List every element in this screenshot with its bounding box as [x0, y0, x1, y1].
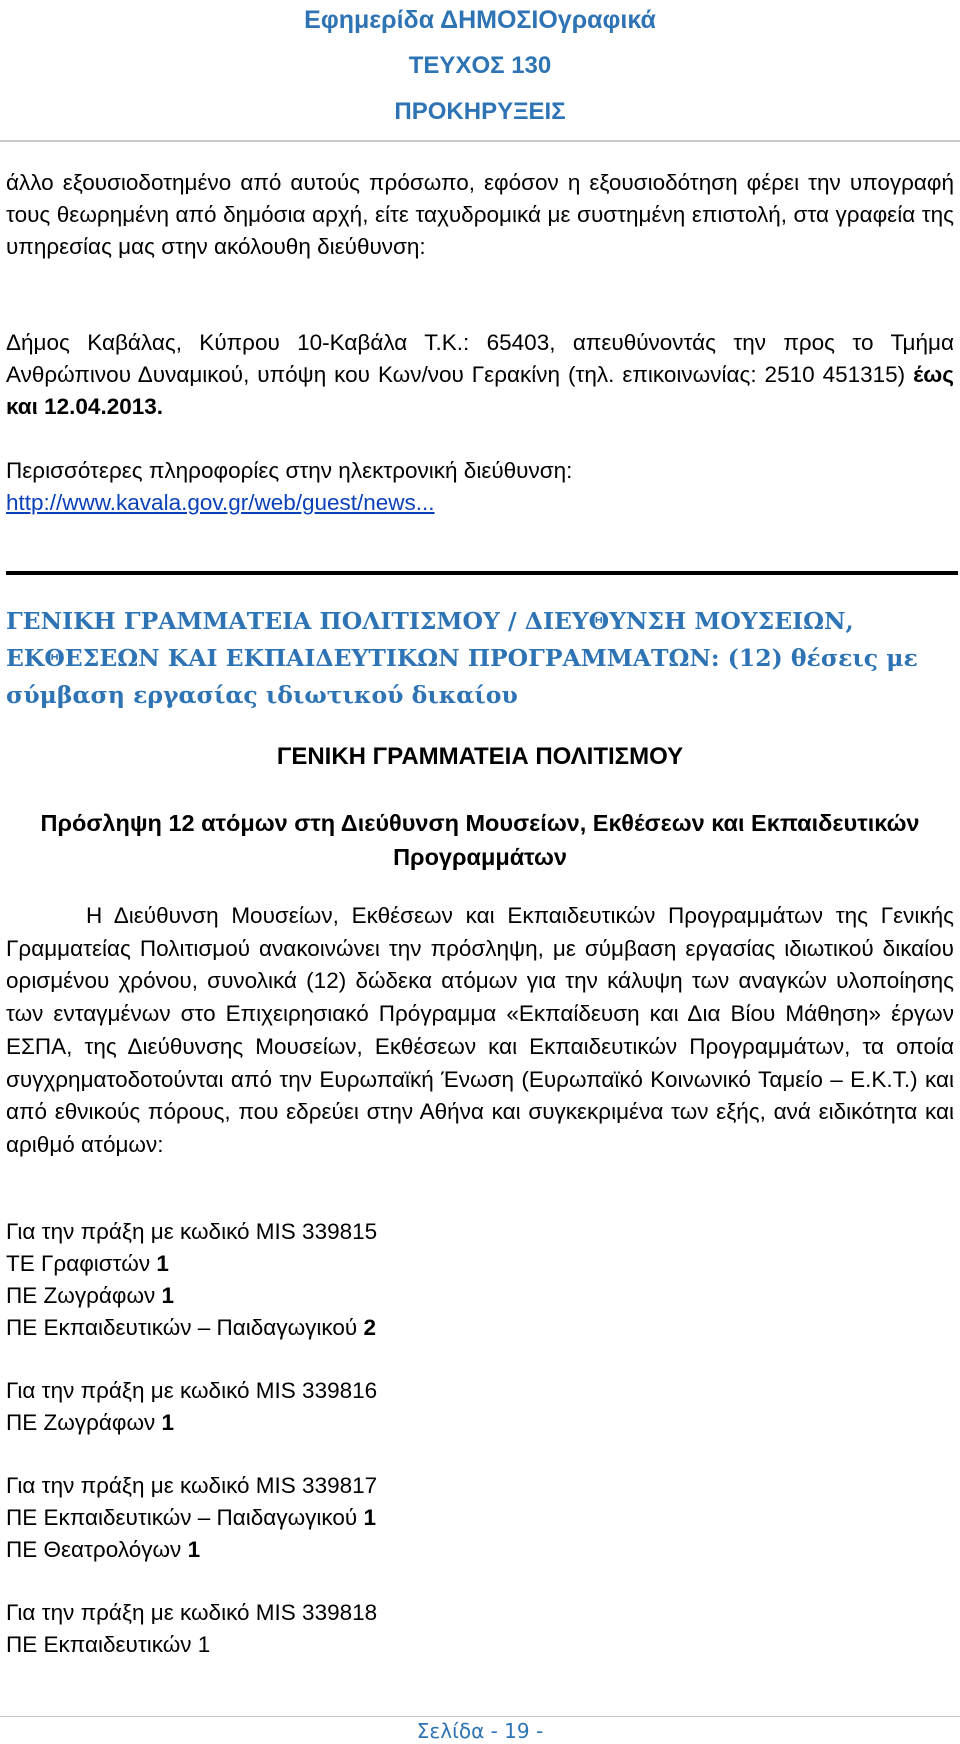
position-count: 1: [161, 1410, 175, 1435]
info-text: Περισσότερες πληροφορίες στην ηλεκτρονική διεύθυνση:: [6, 458, 573, 483]
position-count: 1: [156, 1251, 169, 1276]
position-label: ΠΕ Ζωγράφων: [6, 1283, 162, 1308]
organization-title: ΓΕΝΙΚΗ ΓΡΑΜΜΑΤΕΙΑ ΠΟΛΙΤΙΣΜΟΥ: [276, 743, 684, 770]
announcement-subtitle: Πρόσληψη 12 ατόμων στη Διεύθυνση Μουσείων, Εκθέσεων και Εκπαιδευτικών Προγραμμάτων: [40, 810, 920, 870]
position-item: [6, 1502, 954, 1534]
mis-group-2: [6, 1375, 954, 1439]
mis-code: Για την πράξη με κωδικό MIS 339818: [6, 1600, 378, 1625]
address-paragraph: [6, 327, 954, 423]
section-title: ΠΡΟΚΗΡΥΞΕΙΣ: [394, 98, 566, 125]
announcement-body: [6, 900, 954, 1162]
position-count: 2: [363, 1315, 376, 1340]
position-count: 1: [187, 1537, 201, 1562]
announcement-heading: ΓΕΝΙΚΗ ΓΡΑΜΜΑΤΕΙΑ ΠΟΛΙΤΙΣΜΟΥ / ΔΙΕΥΘΥΝΣΗ ΜΟΥΣΕΙΩΝ, ΕΚΘΕΣΕΩΝ ΚΑΙ ΕΚΠΑΙΔΕΥΤΙΚΩΝ ΠΡΟΓΡΑΜΜΑΤΩΝ: (12) θέσεις με σύμβαση εργασίας ιδιωτικού δικαίου: [6, 607, 918, 709]
address-text: Δήμος Καβάλας, Κύπρου 10-Καβάλα Τ.Κ.: 65403, απευθύνοντάς την προς το Τμήμα Ανθρώπινου Δυναμικού, υπόψη κου Κων/νου Γερακίνη (τηλ. επικοινωνίας: 2510 451315): [6, 330, 954, 387]
header-divider: [0, 140, 960, 142]
section-divider: [6, 571, 958, 575]
position-item: [6, 1312, 954, 1344]
position-label: ΠΕ Θεατρολόγων: [6, 1537, 188, 1562]
position-label: ΠΕ Εκπαιδευτικών 1: [6, 1632, 211, 1657]
mis-code: Για την πράξη με κωδικό MIS 339816: [6, 1378, 378, 1403]
position-item: [6, 1248, 954, 1280]
position-count: 1: [161, 1283, 175, 1308]
mis-code: Για την πράξη με κωδικό MIS 339817: [6, 1473, 378, 1498]
news-link[interactable]: http://www.kavala.gov.gr/web/guest/news...: [6, 490, 435, 515]
position-item: [6, 1629, 954, 1661]
position-item: [6, 1534, 954, 1566]
position-label: ΠΕ Εκπαιδευτικών – Παιδαγωγικού: [6, 1505, 364, 1530]
issue-number: ΤΕΥΧΟΣ 130: [408, 52, 552, 79]
publication-title: Εφημερίδα ΔΗΜΟΣΙΟγραφικά: [304, 6, 656, 34]
position-count: 1: [363, 1505, 376, 1530]
deadline-text: έως και 12.04.2013.: [6, 362, 954, 419]
info-paragraph: [6, 455, 954, 519]
page-number: Σελίδα - 19 -: [416, 1719, 544, 1743]
mis-group-4: [6, 1597, 954, 1661]
mis-group-1: [6, 1216, 954, 1344]
position-label: ΠΕ Εκπαιδευτικών – Παιδαγωγικού: [6, 1315, 364, 1340]
mis-group-3: [6, 1470, 954, 1566]
position-label: ΠΕ Ζωγράφων: [6, 1410, 162, 1435]
footer-divider: [0, 1716, 960, 1717]
position-item: [6, 1280, 954, 1312]
intro-paragraph: άλλο εξουσιοδοτημένο από αυτούς πρόσωπο, εφόσον η εξουσιοδότηση φέρει την υπογραφή τους θεωρημένη από δημόσια αρχή, είτε ταχυδρομικά με συστημένη επιστολή, στα γραφεία της υπηρεσίας μας στην ακόλουθη διεύθυνση:: [6, 170, 954, 259]
announcement-body-text: Η Διεύθυνση Μουσείων, Εκθέσεων και Εκπαιδευτικών Προγραμμάτων της Γενικής Γραμματείας Πολιτισμού ανακοινώνει την πρόσληψη, με σύμβαση εργασίας ιδιωτικού δικαίου ορισμένου χρόνου, συνολικά (12) δώδεκα ατόμων για την κάλυψη των αναγκών υλοποίησης των ενταγμένων στο Επιχειρησιακό Πρόγραμμα «Εκπαίδευση και Δια Βίου Μάθηση» έργων ΕΣΠΑ, της Διεύθυνσης Μουσείων, Εκθέσεων και Εκπαιδευτικών Προγραμμάτων, τα οποία συγχρηματοδοτούνται από την Ευρωπαϊκή Ένωση (Ευρωπαϊκό Κοινωνικό Ταμείο – Ε.Κ.Τ.) και από εθνικούς πόρους, που εδρεύει στην Αθήνα και συγκεκριμένα των εξής, ανά ειδικότητα και αριθμό ατόμων:: [6, 903, 954, 1157]
position-item: [6, 1407, 954, 1439]
mis-code: Για την πράξη με κωδικό MIS 339815: [6, 1219, 378, 1244]
position-label: ΤΕ Γραφιστών: [6, 1251, 157, 1276]
